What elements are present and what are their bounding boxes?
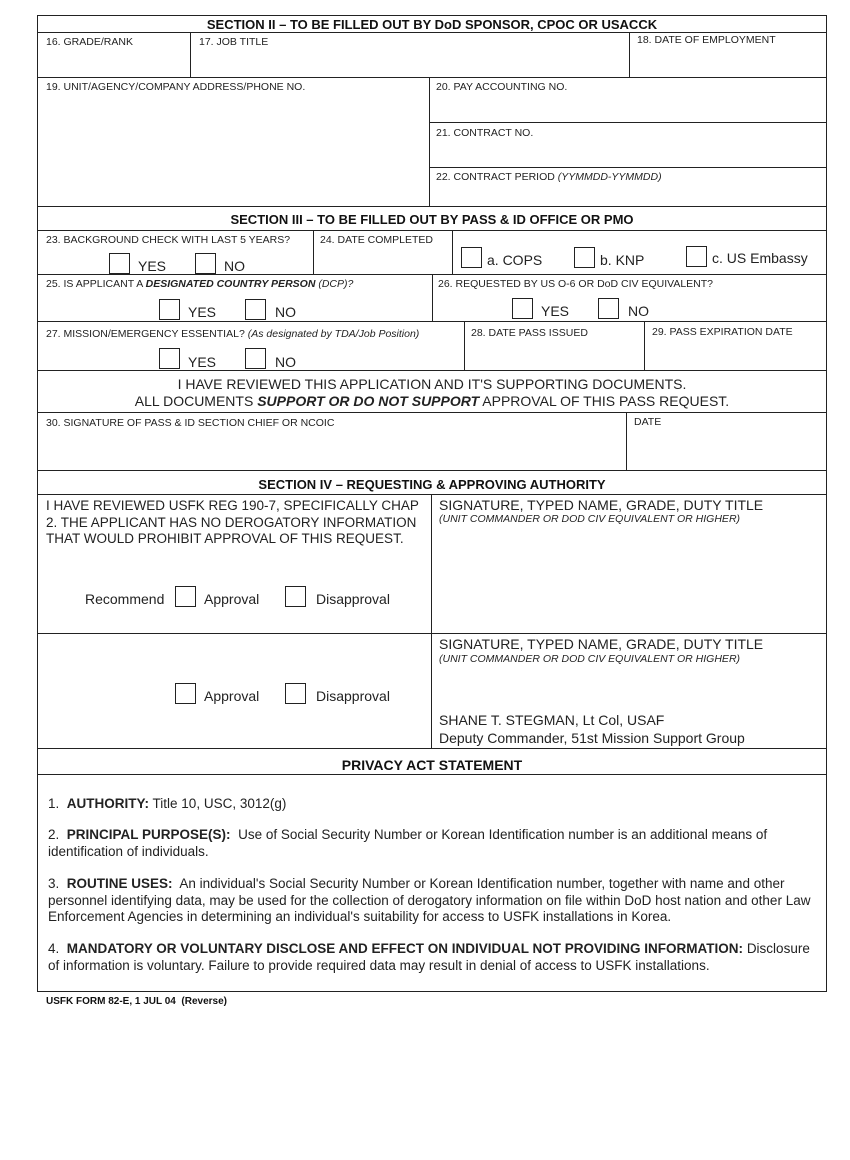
recommend-disapproval-checkbox[interactable] [285,586,306,607]
approving-signature-note: (UNIT COMMANDER OR DOD CIV EQUIVALENT OR HIGHER) [439,653,741,665]
recommend-label: Recommend [85,591,165,607]
dcp-yes-label: YES [188,304,217,320]
mission-essential-yes-label: YES [188,354,217,370]
mission-essential-label: 27. MISSION/EMERGENCY ESSENTIAL? (As designated by TDA/Job Position) [46,328,420,340]
mission-essential-no-checkbox[interactable] [245,348,266,369]
recommend-disapproval-label: Disapproval [316,591,390,607]
approving-approval-label: Approval [204,688,260,704]
requested-yes-checkbox[interactable] [512,298,533,319]
privacy-item-purpose: 2. PRINCIPAL PURPOSE(S): Use of Social Security Number or Korean Identification number is an additional means of identification of individuals. [48,827,768,859]
review-statement-line1: I HAVE REVIEWED THIS APPLICATION AND IT'S SUPPORTING DOCUMENTS. [177,376,687,392]
requested-no-label: NO [628,303,649,319]
dcp-question-label: 25. IS APPLICANT A DESIGNATED COUNTRY PERSON (DCP)? [46,278,354,290]
requesting-signature-note: (UNIT COMMANDER OR DOD CIV EQUIVALENT OR HIGHER) [439,513,741,525]
dcp-yes-checkbox[interactable] [159,299,180,320]
signer-name: SHANE T. STEGMAN, Lt Col, USAF [439,712,665,728]
pass-expiration-label: 29. PASS EXPIRATION DATE [652,326,793,338]
cops-label: a. COPS [487,252,543,268]
recommend-approval-checkbox[interactable] [175,586,196,607]
section-ii-title: SECTION II – TO BE FILLED OUT BY DoD SPONSOR, CPOC OR USACCK [206,17,658,32]
privacy-item-routine-uses: 3. ROUTINE USES: An individual's Social Security Number or Korean Identification number, together with name and other personnel identifying data, may be used for the collection of derogatory information on file within DoD host nation and other Law Enforcement Agencies in determining an individual's suitability for access to USFK installations in Korea. [48,876,811,924]
signature-pass-id-label: 30. SIGNATURE OF PASS & ID SECTION CHIEF OR NCOIC [46,417,335,429]
approving-disapproval-label: Disapproval [316,688,390,704]
knp-checkbox[interactable] [574,247,595,268]
requested-no-checkbox[interactable] [598,298,619,319]
approving-approval-checkbox[interactable] [175,683,196,704]
section-iv-title: SECTION IV – REQUESTING & APPROVING AUTHORITY [258,477,606,492]
date-pass-issued-label: 28. DATE PASS ISSUED [471,327,588,339]
job-title-label: 17. JOB TITLE [199,36,269,48]
privacy-item-disclosure: 4. MANDATORY OR VOLUNTARY DISCLOSE AND EFFECT ON INDIVIDUAL NOT PROVIDING INFORMATION: Disclosure of information is voluntary. Failure to provide required data may result in denial of access to USFK installations. [48,941,810,973]
requesting-signature-title: SIGNATURE, TYPED NAME, GRADE, DUTY TITLE [439,497,764,513]
contract-period-label: 22. CONTRACT PERIOD (YYMMDD-YYMMDD) [436,171,662,183]
pay-accounting-label: 20. PAY ACCOUNTING NO. [436,81,568,93]
form-number-footer: USFK FORM 82-E, 1 JUL 04 (Reverse) [46,996,227,1007]
contract-period-format: (YYMMDD-YYMMDD) [557,171,662,183]
mission-essential-note: (As designated by TDA/Job Position) [247,328,420,340]
background-check-yes-label: YES [138,258,167,274]
background-check-no-checkbox[interactable] [195,253,216,274]
contract-no-label: 21. CONTRACT NO. [436,127,534,139]
dcp-no-checkbox[interactable] [245,299,266,320]
approving-disapproval-checkbox[interactable] [285,683,306,704]
mission-essential-yes-checkbox[interactable] [159,348,180,369]
usfk-review-statement: I HAVE REVIEWED USFK REG 190-7, SPECIFICALLY CHAP 2. THE APPLICANT HAS NO DEROGATORY INFORMATION THAT WOULD PROHIBIT APPROVAL OF THIS REQUEST. [46,498,419,546]
us-embassy-checkbox[interactable] [686,246,707,267]
knp-label: b. KNP [600,252,645,268]
signature-date-label: DATE [634,416,662,428]
background-check-label: 23. BACKGROUND CHECK WITH LAST 5 YEARS? [46,234,291,246]
date-of-employment-label: 18. DATE OF EMPLOYMENT [637,34,776,46]
support-emphasis: SUPPORT OR DO NOT SUPPORT [257,393,480,409]
requested-yes-label: YES [541,303,570,319]
background-check-no-label: NO [224,258,245,274]
grade-rank-label: 16. GRADE/RANK [46,36,133,48]
dcp-no-label: NO [275,304,296,320]
approving-signature-title: SIGNATURE, TYPED NAME, GRADE, DUTY TITLE [439,636,764,652]
section-iii-title: SECTION III – TO BE FILLED OUT BY PASS & ID OFFICE OR PMO [230,212,634,227]
dcp-emphasis: DESIGNATED COUNTRY PERSON [145,278,316,290]
recommend-approval-label: Approval [204,591,260,607]
privacy-item-authority: 1. AUTHORITY: Title 10, USC, 3012(g) [48,796,287,811]
date-completed-label: 24. DATE COMPLETED [320,234,433,246]
mission-essential-no-label: NO [275,354,296,370]
review-statement-line2: ALL DOCUMENTS SUPPORT OR DO NOT SUPPORT APPROVAL OF THIS PASS REQUEST. [134,393,730,409]
privacy-act-title: PRIVACY ACT STATEMENT [341,757,523,773]
background-check-yes-checkbox[interactable] [109,253,130,274]
signer-duty-title: Deputy Commander, 51st Mission Support Group [439,730,745,746]
us-embassy-label: c. US Embassy [712,250,808,266]
cops-checkbox[interactable] [461,247,482,268]
requested-by-o6-label: 26. REQUESTED BY US O-6 OR DoD CIV EQUIVALENT? [438,278,714,290]
unit-address-label: 19. UNIT/AGENCY/COMPANY ADDRESS/PHONE NO. [46,81,306,93]
